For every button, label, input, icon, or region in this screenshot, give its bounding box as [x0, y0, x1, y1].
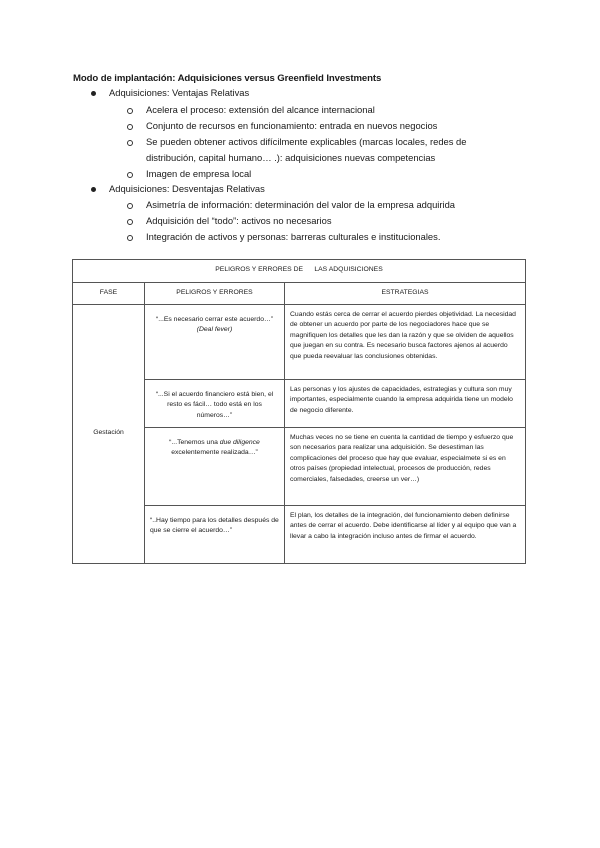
acquisitions-risks-table [72, 259, 526, 564]
peligro-cell: “...Es necesario cerrar este acuerdo…” (Deal fever) [145, 304, 285, 379]
circle-bullet-icon [127, 124, 133, 130]
list-item: Conjunto de recursos en funcionamiento: entrada en nuevos negocios [146, 120, 438, 131]
circle-bullet-icon [127, 203, 133, 209]
column-header-estrategias: ESTRATEGIAS [285, 283, 526, 305]
column-header-peligros: PELIGROS Y ERRORES [145, 283, 285, 305]
estrategia-cell: El plan, los detalles de la integración, del funcionamiento deben definirse antes de cerrar el acuerdo. Debe identificarse al líder y al equipo que van a llevar a cabo la integración incluso antes de firmar el acuerdo. [285, 505, 526, 563]
estrategia-cell: Cuando estás cerca de cerrar el acuerdo pierdes objetividad. La necesidad de obtener un acuerdo por parte de los negociadores hace que se magnifiquen los detalles que les dan la razón y que se olviden de aquellos que juegan en su contra. Es necesario busca factores ajenos al acuerdo que pueda reevaluar las conclusiones obtenidas. [285, 304, 526, 379]
fase-cell: Gestación [73, 304, 145, 563]
bullet-dot-icon [91, 91, 96, 96]
circle-bullet-icon [127, 108, 133, 114]
list-item: Adquisición del “todo”: activos no necesarios [146, 215, 332, 226]
page-title: Modo de implantación: Adquisiciones versus Greenfield Investments [73, 73, 382, 84]
peligro-cell: “..Hay tiempo para los detalles después de que se cierre el acuerdo…” [145, 505, 285, 563]
list-item: Acelera el proceso: extensión del alcance internacional [146, 104, 375, 115]
table-title: PELIGROS Y ERRORES DE LAS ADQUISICIONES [73, 260, 526, 283]
circle-bullet-icon [127, 140, 133, 146]
bullet-dot-icon [91, 187, 96, 192]
list-item: Asimetría de información: determinación del valor de la empresa adquirida [146, 199, 456, 210]
estrategia-cell: Las personas y los ajustes de capacidades, estrategias y cultura son muy importantes, especialmente cuando la empresa adquirida tiene un modelo de negocio diferente. [285, 379, 526, 427]
peligro-cell: “...Tenemos una due diligence excelentemente realizada…” [145, 427, 285, 505]
circle-bullet-icon [127, 235, 133, 241]
list-item: Imagen de empresa local [146, 168, 252, 179]
list-item: Se pueden obtener activos difícilmente explicables (marcas locales, redes de [146, 136, 467, 147]
list-item-continuation: distribución, capital humano… .): adquisiciones nuevas competencias [146, 152, 436, 163]
circle-bullet-icon [127, 219, 133, 225]
bullet-label: Adquisiciones: Desventajas Relativas [109, 183, 265, 194]
table-row [73, 304, 526, 379]
list-item: Integración de activos y personas: barreras culturales e institucionales. [146, 231, 441, 242]
peligro-cell: “...Si el acuerdo financiero está bien, el resto es fácil… todo está en los números…” [145, 379, 285, 427]
estrategia-cell: Muchas veces no se tiene en cuenta la cantidad de tiempo y esfuerzo que son necesarios para realizar una adquisición. Se desestiman las complicaciones del proceso que hay que evaluar, especialmete si es en otros países (propiedad intelectual, procesos de producción, redes comerciales, falsedades, creerse un ver…) [285, 427, 526, 505]
bullet-label: Adquisiciones: Ventajas Relativas [109, 87, 250, 98]
circle-bullet-icon [127, 172, 133, 178]
column-header-fase: FASE [73, 283, 145, 305]
